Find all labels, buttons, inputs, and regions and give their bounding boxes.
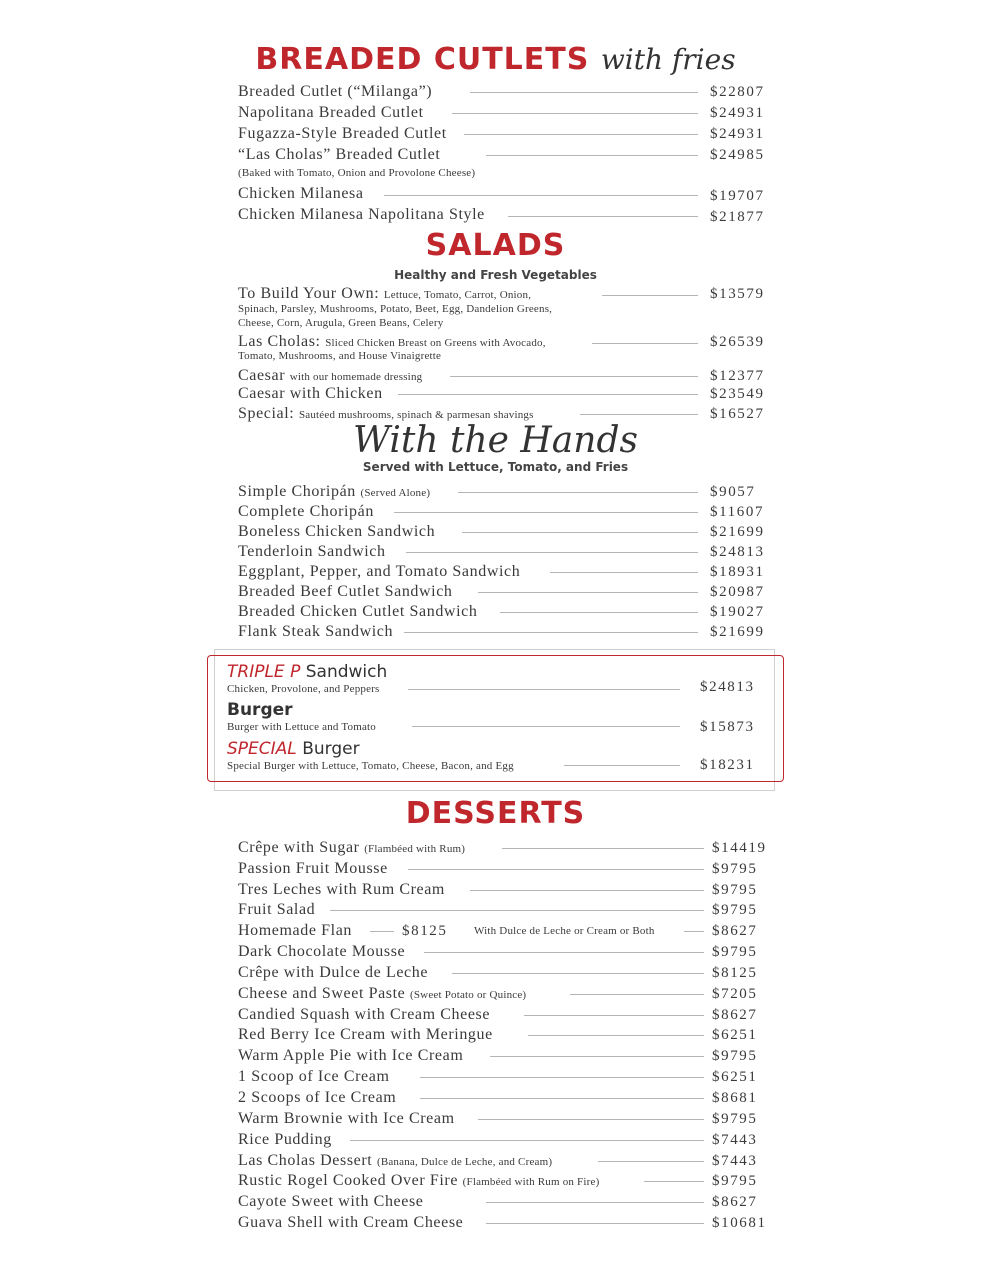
leader-line [478,1119,704,1120]
item-price: $16527 [710,406,765,422]
menu-item [238,1046,774,1066]
item-description: Cheese, Corn, Arugula, Green Beans, Celery [238,317,444,329]
item-note: (Flambéed with Rum) [364,843,466,855]
item-name: Caesar with Chicken [238,385,383,402]
item-note: (Flambéed with Rum on Fire) [462,1176,600,1188]
item-name: Flank Steak Sandwich [238,623,394,640]
item-price: $9795 [712,1111,758,1127]
leader-line [486,155,698,156]
menu-item [238,880,774,900]
item-price: $24931 [710,105,765,121]
leader-line [384,195,698,196]
item-note: Lettuce, Tomato, Carrot, Onion, [383,289,532,301]
item-price: $10681 [712,1215,767,1231]
item-description: Spinach, Parsley, Mushrooms, Potato, Beet, Egg, Dandelion Greens, [238,303,553,315]
featured-description: Chicken, Provolone, and Peppers [227,683,380,695]
leader-line [406,552,698,553]
item-price: $19707 [710,188,765,204]
menu-item [238,124,774,144]
item-name: Guava Shell with Cream Cheese [238,1214,464,1231]
menu-item [238,900,774,920]
item-price: $9057 [710,484,756,500]
menu-item [238,82,774,102]
leader-line [424,952,704,953]
menu-item [238,942,774,962]
item-name [238,1151,552,1172]
leader-line [490,1056,704,1057]
leader-line [394,512,698,513]
item-price: $14419 [712,840,767,856]
menu-item [238,838,774,858]
item-name: Tres Leches with Rum Cream [238,881,445,898]
item-note: Sliced Chicken Breast on Greens with Avocado, [325,337,546,349]
item-name: Complete Choripán [238,503,374,520]
item-name: 1 Scoop of Ice Cream [238,1068,390,1085]
menu-item [238,184,774,204]
menu-item [238,1171,774,1191]
item-name-text: Special: [238,405,295,422]
leader-line [644,1181,704,1182]
item-name-text: Las Cholas: [238,333,321,350]
menu-item [238,366,774,386]
item-price: $6251 [712,1027,758,1043]
featured-title-text: Sandwich [305,662,388,682]
leader-line [470,890,704,891]
item-name: Dark Chocolate Mousse [238,943,406,960]
item-price: $9795 [712,1173,758,1189]
item-price: $19027 [710,604,765,620]
item-price: $18931 [710,564,765,580]
leader-line [462,532,698,533]
item-name: Breaded Cutlet (“Milanga”) [238,83,433,100]
leader-line [564,765,680,766]
menu-item [238,963,774,983]
menu-item [238,859,774,879]
leader-line [570,994,704,995]
item-name-text: Cheese and Sweet Paste [238,985,406,1002]
item-name: Eggplant, Pepper, and Tomato Sandwich [238,563,521,580]
leader-line [592,343,698,344]
menu-item [238,582,774,602]
item-price: $9795 [712,902,758,918]
leader-line [404,632,698,633]
item-price: $8627 [712,923,758,939]
cutlets-title [0,42,991,77]
item-price-plain: $8125 [402,923,448,939]
menu-item [238,145,774,165]
item-price: $9795 [712,944,758,960]
menu-item [238,921,774,941]
menu-item [238,1109,774,1129]
item-note: (Banana, Dulce de Leche, and Cream) [376,1156,553,1168]
menu-item [238,984,774,1004]
leader-line [458,492,698,493]
item-price: $8681 [712,1090,758,1106]
leader-line [500,612,698,613]
leader-line [408,869,704,870]
item-name-text: Rustic Rogel Cooked Over Fire [238,1172,459,1189]
item-name [238,984,526,1005]
leader-line [370,931,394,932]
menu-item [238,562,774,582]
leader-line [420,1098,704,1099]
menu-item [238,1025,774,1045]
item-name-text: To Build Your Own: [238,285,380,302]
item-price: $6251 [712,1069,758,1085]
item-price: $24813 [710,544,765,560]
item-name: Chicken Milanesa [238,185,364,202]
cutlets-title-script: with fries [600,43,736,76]
item-name: Chicken Milanesa Napolitana Style [238,206,485,223]
featured-title-accent: TRIPLE P [227,662,301,682]
item-note: (Sweet Potato or Quince) [410,989,527,1001]
salads-title: SALADS [425,228,566,263]
item-name: Homemade Flan [238,922,352,939]
featured-title [227,739,360,759]
item-price: $26539 [710,334,765,350]
item-name [238,482,430,503]
featured-title [227,700,293,720]
menu-item [238,542,774,562]
menu-item [238,103,774,123]
item-price: $24931 [710,126,765,142]
menu-item [238,522,774,542]
item-price: $9795 [712,861,758,877]
menu-item [238,284,774,304]
leader-line [550,572,698,573]
item-name: Warm Apple Pie with Ice Cream [238,1047,464,1064]
item-name: Tenderloin Sandwich [238,543,386,560]
leader-line [486,1202,704,1203]
item-name: Rice Pudding [238,1131,332,1148]
leader-line [398,394,698,395]
menu-item [238,622,774,642]
item-note: (Served Alone) [360,487,431,499]
leader-line [408,689,680,690]
featured-title-accent: SPECIAL [227,739,297,759]
item-price: $8627 [712,1007,758,1023]
item-description: Tomato, Mushrooms, and House Vinaigrette [238,350,442,362]
item-name: Crêpe with Dulce de Leche [238,964,429,981]
menu-item [238,1130,774,1150]
item-name: Candied Squash with Cream Cheese [238,1006,491,1023]
menu-item [238,1192,774,1212]
item-name [238,838,465,859]
salads-subtitle: Healthy and Fresh Vegetables [394,268,597,282]
leader-line [502,848,704,849]
item-price: $9795 [712,882,758,898]
leader-line [464,134,698,135]
item-name [238,1171,599,1192]
leader-line [524,1015,704,1016]
item-price: $8627 [712,1194,758,1210]
item-name: Red Berry Ice Cream with Meringue [238,1026,493,1043]
leader-line [508,216,698,217]
leader-line [478,592,698,593]
item-name-text: Simple Choripán [238,483,356,500]
item-price: $13579 [710,286,765,302]
item-price: $21699 [710,624,765,640]
menu-item [238,502,774,522]
desserts-title: DESSERTS [405,796,586,831]
featured-price: $24813 [700,679,755,695]
item-name: Cayote Sweet with Cheese [238,1193,424,1210]
leader-line [470,92,698,93]
item-price: $7205 [712,986,758,1002]
leader-line [684,931,704,932]
leader-line [450,376,698,377]
hands-title: With the Hands [353,420,638,461]
leader-line [580,414,698,415]
item-name: “Las Cholas” Breaded Cutlet [238,146,441,163]
item-note: With Dulce de Leche or Cream or Both [474,925,655,937]
item-note: with our homemade dressing [289,371,423,383]
leader-line [420,1077,704,1078]
leader-line [452,973,704,974]
item-name: 2 Scoops of Ice Cream [238,1089,397,1106]
menu-item [238,1213,774,1233]
menu-item [238,602,774,622]
hands-subtitle: Served with Lettuce, Tomato, and Fries [362,460,629,474]
item-name-text: Caesar [238,367,286,384]
item-price: $11607 [710,504,765,520]
menu-item [238,1067,774,1087]
featured-price: $18231 [700,757,755,773]
item-name: Napolitana Breaded Cutlet [238,104,424,121]
menu-item [238,205,774,225]
featured-description: Burger with Lettuce and Tomato [227,721,377,733]
menu-item [238,1151,774,1171]
cutlets-title-text: BREADED CUTLETS [255,42,590,77]
item-name: Passion Fruit Mousse [238,860,388,877]
leader-line [330,910,704,911]
item-name: Fugazza-Style Breaded Cutlet [238,125,447,142]
item-price: $9795 [712,1048,758,1064]
featured-title-text: Burger [302,739,360,759]
menu-item [238,1088,774,1108]
item-price: $23549 [710,386,765,402]
featured-title-text: Burger [227,700,293,720]
leader-line [602,295,698,296]
leader-line [598,1161,704,1162]
leader-line [528,1035,704,1036]
item-price: $21699 [710,524,765,540]
item-name: Warm Brownie with Ice Cream [238,1110,455,1127]
leader-line [412,726,680,727]
leader-line [486,1223,704,1224]
item-price: $24985 [710,147,765,163]
leader-line [452,113,698,114]
item-price: $8125 [712,965,758,981]
menu-item [238,384,774,404]
item-name-text: Crêpe with Sugar [238,839,360,856]
item-price: $20987 [710,584,765,600]
item-name: Boneless Chicken Sandwich [238,523,436,540]
leader-line [350,1140,704,1141]
item-description: (Baked with Tomato, Onion and Provolone Cheese) [238,167,476,179]
featured-title [227,662,387,682]
item-price: $21877 [710,209,765,225]
menu-item [238,1005,774,1025]
item-name: Breaded Chicken Cutlet Sandwich [238,603,478,620]
item-price: $12377 [710,368,765,384]
featured-description: Special Burger with Lettuce, Tomato, Cheese, Bacon, and Egg [227,760,514,772]
item-price: $7443 [712,1153,758,1169]
item-note: Sautéed mushrooms, spinach & parmesan shavings [298,409,534,421]
featured-price: $15873 [700,719,755,735]
item-name: Breaded Beef Cutlet Sandwich [238,583,453,600]
item-name-text: Las Cholas Dessert [238,1152,373,1169]
item-price: $22807 [710,84,765,100]
item-price: $7443 [712,1132,758,1148]
menu-item [238,482,774,502]
item-name: Fruit Salad [238,901,316,918]
